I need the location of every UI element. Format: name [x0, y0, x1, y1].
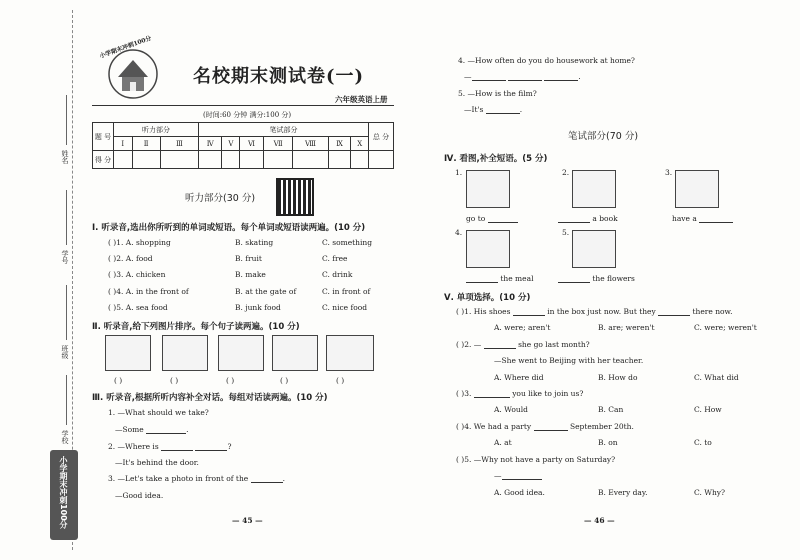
- picture-cook-meal: [466, 230, 510, 268]
- r-q5: 5. —How is the film?: [458, 89, 537, 98]
- class-label: 班级: [61, 345, 69, 359]
- s1-q5: ( )5. A. sea food: [108, 303, 168, 312]
- score-cell[interactable]: [114, 151, 133, 169]
- col-iv: Ⅳ: [199, 137, 222, 151]
- school-line: [66, 375, 67, 425]
- col-iii: Ⅲ: [160, 137, 198, 151]
- s5-q2-a: A. Where did: [494, 373, 544, 382]
- s1-q1: ( )1. A. shopping: [108, 238, 171, 247]
- s1-q3-b: B. make: [235, 270, 266, 279]
- s1-q4-b: B. at the gate of: [235, 287, 297, 296]
- s1-q4-c: C. in front of: [322, 287, 371, 296]
- s5-q2-c: C. What did: [694, 373, 739, 382]
- margin-banner-text: 小学期末冲刺100分: [59, 456, 68, 529]
- col-i: Ⅰ: [114, 137, 133, 151]
- s5-q5-a: A. Good idea.: [494, 488, 545, 497]
- s4-p5: the flowers: [558, 274, 635, 283]
- score-cell[interactable]: [132, 151, 160, 169]
- score-cell[interactable]: [369, 151, 394, 169]
- s4-p3: have a: [672, 214, 733, 223]
- s1-q1-b: B. skating: [235, 238, 274, 247]
- s1-q1-c: C. something: [322, 238, 373, 247]
- s5-q3-b: B. Can: [598, 405, 624, 414]
- grade-subtitle: 六年级英语上册: [335, 95, 388, 104]
- s5-q1: ( )1. His shoes in the box just now. But they there now.: [456, 307, 733, 316]
- writing-label: 笔试部分: [199, 123, 369, 137]
- section-4-title: Ⅳ. 看图,补全短语。(5 分): [444, 154, 548, 164]
- listening-label: 听力部分: [114, 123, 199, 137]
- section-5-title: Ⅴ. 单项选择。(10 分): [444, 293, 531, 303]
- col-ii: Ⅱ: [132, 137, 160, 151]
- page-number-left: — 45 —: [232, 516, 263, 525]
- id-line: [66, 190, 67, 245]
- r-q4: 4. —How often do you do housework at home?: [458, 56, 635, 65]
- q-label: 题 号: [93, 123, 114, 151]
- header-rule: [92, 105, 394, 106]
- score-cell[interactable]: [263, 151, 292, 169]
- score-cell[interactable]: [222, 151, 240, 169]
- col-v: Ⅴ: [222, 137, 240, 151]
- logo: [98, 34, 168, 102]
- s2-answer-4[interactable]: ( ): [280, 376, 289, 385]
- r-q4-answer: — .: [464, 72, 581, 81]
- s1-q2: ( )2. A. food: [108, 254, 153, 263]
- score-label: 得 分: [93, 151, 114, 169]
- s1-q2-c: C. free: [322, 254, 348, 263]
- picture-rest: [675, 170, 719, 208]
- picture-sport: [218, 335, 264, 371]
- s5-q2-b: B. How do: [598, 373, 638, 382]
- r-q5-answer: —It's .: [464, 105, 523, 114]
- s5-q4-a: A. at: [494, 438, 512, 447]
- s4-p1: go to: [466, 214, 518, 223]
- listening-heading: 听力部分(30 分): [185, 193, 256, 204]
- school-label: 学校: [61, 430, 69, 444]
- score-cell[interactable]: [328, 151, 351, 169]
- picture-hospital: [466, 170, 510, 208]
- col-vii: Ⅶ: [263, 137, 292, 151]
- s5-q5: ( )5. —Why not have a party on Saturday?: [456, 455, 616, 464]
- section-3-title: Ⅲ. 听录音,根据所听内容补全对话。每组对话读两遍。(10 分): [92, 393, 328, 403]
- s4-num-1: 1.: [455, 168, 463, 177]
- picture-cooking: [162, 335, 208, 371]
- time-info: (时间:60 分钟 满分:100 分): [203, 111, 292, 119]
- s5-q4-b: B. on: [598, 438, 618, 447]
- s2-answer-5[interactable]: ( ): [336, 376, 345, 385]
- s5-q1-b: B. are; weren't: [598, 323, 655, 332]
- s5-q5-c: C. Why?: [694, 488, 726, 497]
- s5-q5-b: B. Every day.: [598, 488, 648, 497]
- s5-q4-c: C. to: [694, 438, 712, 447]
- s3-q2-answer: —It's behind the door.: [115, 458, 199, 467]
- s1-q5-c: C. nice food: [322, 303, 368, 312]
- s1-q5-b: B. junk food: [235, 303, 281, 312]
- s5-q1-c: C. were; weren't: [694, 323, 757, 332]
- score-cell[interactable]: [240, 151, 264, 169]
- score-cell[interactable]: [160, 151, 198, 169]
- margin-banner: [50, 450, 78, 540]
- s4-p2: a book: [558, 214, 618, 223]
- s3-q3: 3. —Let's take a photo in front of the .: [108, 474, 285, 483]
- score-cell[interactable]: [293, 151, 328, 169]
- page-number-right: — 46 —: [584, 516, 615, 525]
- s4-p4: the meal: [466, 274, 533, 283]
- s1-q4: ( )4. A. in the front of: [108, 287, 189, 296]
- class-line: [66, 285, 67, 340]
- s2-answer-2[interactable]: ( ): [170, 376, 179, 385]
- name-line: [66, 95, 67, 145]
- s5-q2-answer: —She went to Beijing with her teacher.: [494, 356, 644, 365]
- written-heading: 笔试部分(70 分): [568, 131, 639, 142]
- s2-answer-1[interactable]: ( ): [114, 376, 123, 385]
- s5-q1-a: A. were; aren't: [494, 323, 551, 332]
- s4-num-5: 5.: [562, 228, 570, 237]
- id-label: 学号: [61, 250, 69, 264]
- s1-q2-b: B. fruit: [235, 254, 262, 263]
- col-ix: Ⅸ: [328, 137, 351, 151]
- section-2-title: Ⅱ. 听录音,给下列图片排序。每个句子读两遍。(10 分): [92, 322, 300, 332]
- s4-num-4: 4.: [455, 228, 463, 237]
- col-viii: Ⅷ: [293, 137, 328, 151]
- s4-num-2: 2.: [562, 168, 570, 177]
- s5-q3: ( )3. you like to join us?: [456, 389, 584, 398]
- picture-reading: [272, 335, 318, 371]
- s3-q1-answer: —Some .: [115, 425, 189, 434]
- picture-read-book: [572, 170, 616, 208]
- score-cell[interactable]: [199, 151, 222, 169]
- s5-q2: ( )2. — she go last month?: [456, 340, 590, 349]
- s5-q4: ( )4. We had a party September 20th.: [456, 422, 634, 431]
- name-label: 姓名: [61, 150, 69, 164]
- s3-q2: 2. —Where is ?: [108, 442, 232, 451]
- qr-code-icon[interactable]: [276, 178, 314, 216]
- s3-q3-answer: —Good idea.: [115, 491, 164, 500]
- col-vi: Ⅵ: [240, 137, 264, 151]
- picture-shopping: [105, 335, 151, 371]
- logo-text: 小学期末冲刺100分: [98, 34, 153, 61]
- s1-q3: ( )3. A. chicken: [108, 270, 166, 279]
- score-cell[interactable]: [351, 151, 369, 169]
- s5-q3-c: C. How: [694, 405, 722, 414]
- s5-q5-answer: —: [494, 471, 542, 480]
- section-1-title: Ⅰ. 听录音,选出你所听到的单词或短语。每个单词或短语读两遍。(10 分): [92, 223, 366, 233]
- s2-answer-3[interactable]: ( ): [226, 376, 235, 385]
- s5-q3-a: A. Would: [494, 405, 528, 414]
- s3-q1: 1. —What should we take?: [108, 408, 209, 417]
- col-x: Ⅹ: [351, 137, 369, 151]
- s4-num-3: 3.: [665, 168, 673, 177]
- picture-boat: [326, 335, 374, 371]
- s1-q3-c: C. drink: [322, 270, 353, 279]
- score-table: [92, 122, 394, 169]
- picture-water-flowers: [572, 230, 616, 268]
- total-label: 总 分: [369, 123, 394, 151]
- page-title: 名校期末测试卷(一): [193, 66, 365, 87]
